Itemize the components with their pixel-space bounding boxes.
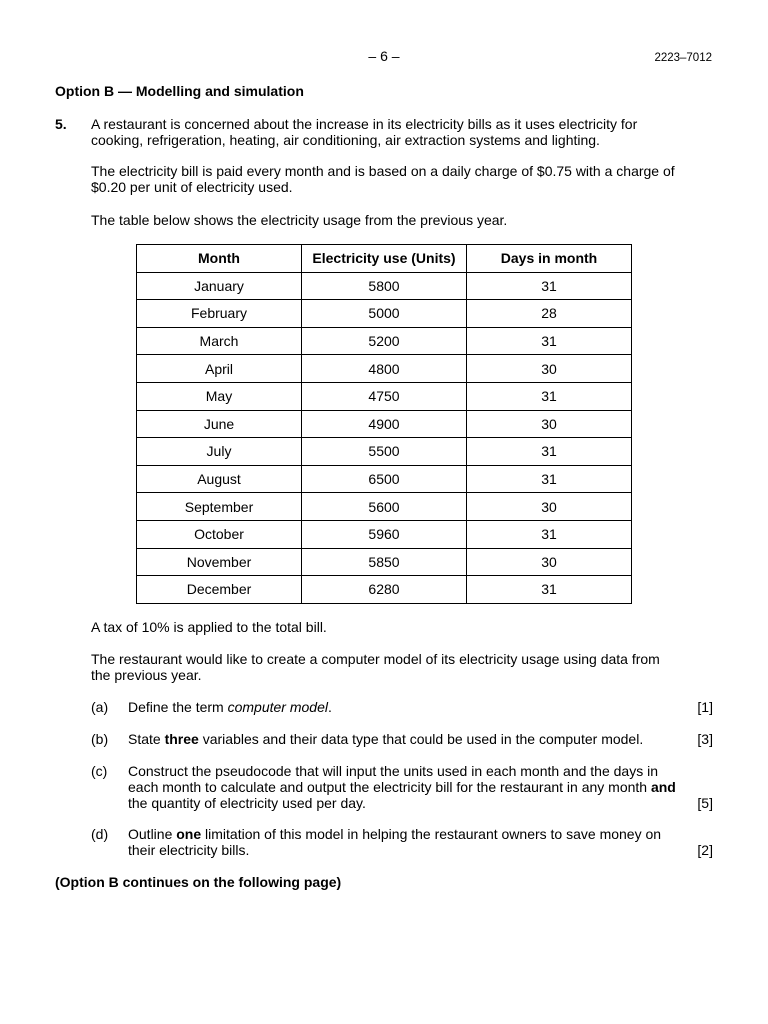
table-header-days: Days in month <box>467 245 632 273</box>
question-part-b <box>91 731 713 747</box>
section-title: Option B — Modelling and simulation <box>55 83 304 99</box>
month-cell: October <box>137 520 302 548</box>
days-cell: 31 <box>467 576 632 604</box>
part-label: (b) <box>91 731 109 747</box>
document-code: 2223–7012 <box>654 52 712 64</box>
month-cell: July <box>137 438 302 466</box>
units-cell: 5200 <box>302 327 467 355</box>
days-cell: 31 <box>467 272 632 300</box>
month-cell: November <box>137 548 302 576</box>
part-text: Outline one limitation of this model in helping the restaurant owners to save money on their electricity bills. <box>128 826 662 858</box>
days-cell: 30 <box>467 355 632 383</box>
units-cell: 4900 <box>302 410 467 438</box>
units-cell: 6500 <box>302 465 467 493</box>
table-row <box>137 327 632 355</box>
table-row <box>137 548 632 576</box>
units-cell: 4800 <box>302 355 467 383</box>
part-label: (a) <box>91 699 109 715</box>
question-intro-1: A restaurant is concerned about the increase in its electricity bills as it uses electricity for cooking, refrigeration, heating, air conditioning, air extraction systems and lighting. <box>91 116 638 148</box>
days-cell: 28 <box>467 300 632 328</box>
month-cell: January <box>137 272 302 300</box>
month-cell: February <box>137 300 302 328</box>
table-row <box>137 272 632 300</box>
part-marks: [2] <box>697 842 713 858</box>
table-row <box>137 493 632 521</box>
month-cell: April <box>137 355 302 383</box>
part-marks: [1] <box>697 699 713 715</box>
days-cell: 31 <box>467 382 632 410</box>
days-cell: 31 <box>467 520 632 548</box>
table-row <box>137 300 632 328</box>
units-cell: 5500 <box>302 438 467 466</box>
month-cell: September <box>137 493 302 521</box>
table-header-month: Month <box>137 245 302 273</box>
units-cell: 5600 <box>302 493 467 521</box>
part-marks: [5] <box>697 795 713 811</box>
units-cell: 5850 <box>302 548 467 576</box>
tax-statement: A tax of 10% is applied to the total bill. <box>91 619 327 635</box>
part-text: State three variables and their data type that could be used in the computer model. <box>128 731 644 747</box>
question-intro-3: The table below shows the electricity usage from the previous year. <box>91 212 508 228</box>
days-cell: 31 <box>467 465 632 493</box>
question-part-c <box>91 763 713 811</box>
table-row <box>137 465 632 493</box>
units-cell: 4750 <box>302 382 467 410</box>
model-statement: The restaurant would like to create a computer model of its electricity usage using data from the previous year. <box>91 651 660 683</box>
question-intro-2: The electricity bill is paid every month and is based on a daily charge of $0.75 with a charge of $0.20 per unit of electricity used. <box>91 163 675 195</box>
question-part-a <box>91 699 713 715</box>
page-number: – 6 – <box>368 48 400 64</box>
electricity-usage-table <box>136 244 632 604</box>
days-cell: 30 <box>467 548 632 576</box>
days-cell: 30 <box>467 410 632 438</box>
days-cell: 30 <box>467 493 632 521</box>
units-cell: 5000 <box>302 300 467 328</box>
month-cell: May <box>137 382 302 410</box>
question-number: 5. <box>55 116 67 132</box>
days-cell: 31 <box>467 438 632 466</box>
month-cell: December <box>137 576 302 604</box>
part-marks: [3] <box>697 731 713 747</box>
month-cell: June <box>137 410 302 438</box>
table-row <box>137 355 632 383</box>
month-cell: August <box>137 465 302 493</box>
units-cell: 6280 <box>302 576 467 604</box>
table-row <box>137 520 632 548</box>
month-cell: March <box>137 327 302 355</box>
table-header-row <box>137 245 632 273</box>
continuation-note: (Option B continues on the following page) <box>55 874 342 890</box>
days-cell: 31 <box>467 327 632 355</box>
table-header-units: Electricity use (Units) <box>302 245 467 273</box>
table-row <box>137 410 632 438</box>
table-row <box>137 576 632 604</box>
question-part-d <box>91 826 713 858</box>
part-label: (d) <box>91 826 109 842</box>
part-label: (c) <box>91 763 108 779</box>
table-row <box>137 382 632 410</box>
part-text: Define the term computer model. <box>128 699 332 715</box>
part-text: Construct the pseudocode that will input the units used in each month and the days in each month to calculate and output the electricity bill for the restaurant in any month and the quantity of electricity used per day. <box>128 763 676 811</box>
units-cell: 5960 <box>302 520 467 548</box>
units-cell: 5800 <box>302 272 467 300</box>
table-row <box>137 438 632 466</box>
